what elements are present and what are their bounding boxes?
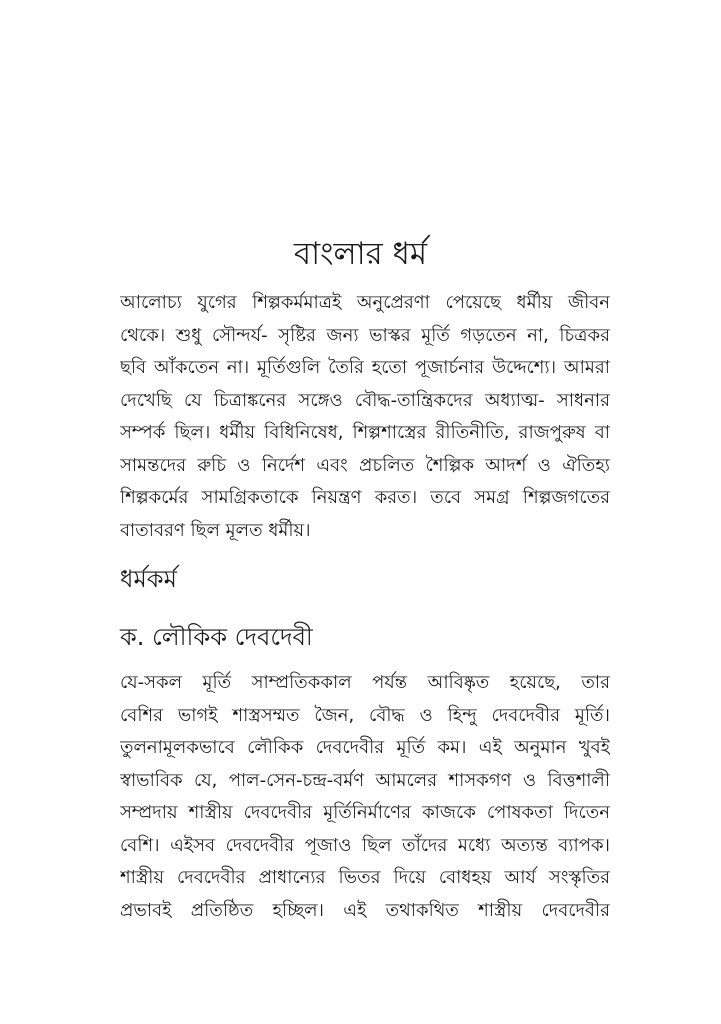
body-paragraph [120, 667, 610, 927]
paragraph-line: দেখেছি যে চিত্রাঙ্কনের সঙ্গেও বৌদ্ধ-তান্ত্রিকদের অধ্যাত্ম- সাধনার [120, 389, 610, 411]
paragraph-line: শাস্ত্রীয় দেবদেবীর প্রাধান্যের ভিতর দিয়ে বোধহয় আর্য সংস্কৃতির [120, 867, 610, 888]
section-heading: ধর্মকর্ম [120, 565, 177, 593]
paragraph-line: শিল্পকর্মের সামগ্রিকতাকে নিয়ন্ত্রণ করত। তবে সমগ্র শিল্পজগতের [120, 487, 610, 508]
intro-paragraph [120, 287, 610, 547]
paragraph-line: সম্পর্ক ছিল। ধর্মীয় বিধিনিষেধ, শিল্পশাস্ত্রের রীতিনীতি, রাজপুরুষ বা [120, 422, 610, 443]
paragraph-line: বেশির ভাগই শাস্ত্রসম্মত জৈন, বৌদ্ধ ও হিন্দু দেবদেবীর মূর্তি। [120, 704, 610, 726]
chapter-title: বাংলার ধর্ম [293, 236, 428, 272]
paragraph-line: তুলনামূলকভাবে লৌকিক দেবদেবীর মূর্তি কম। এই অনুমান খুবই [120, 737, 610, 758]
paragraph-line: থেকে। শুধু সৌন্দর্য- সৃষ্টির জন্য ভাস্কর মূর্তি গড়তেন না, চিত্রকর [120, 324, 610, 346]
paragraph-line: সম্প্রদায় শাস্ত্রীয় দেবদেবীর মূর্তিনির্মাণের কাজকে পোষকতা দিতেন [120, 802, 610, 823]
paragraph-line: প্রভাবই প্রতিষ্ঠিত হচ্ছিল। এই তথাকথিত শাস্ত্রীয় দেবদেবীর [120, 899, 610, 921]
paragraph-line: যে-সকল মূর্তি সাম্প্রতিককাল পর্যন্ত আবিষ্কৃত হয়েছে, তার [120, 672, 610, 693]
paragraph-line: আলোচ্য যুগের শিল্পকর্মমাত্রই অনুপ্রেরণা পেয়েছে ধর্মীয় জীবন [120, 292, 610, 313]
paragraph-line: ছবি আঁকতেন না। মূর্তিগুলি তৈরি হতো পূজার্চনার উদ্দেশ্যে। আমরা [120, 357, 610, 378]
paragraph-line: স্বাভাবিক যে, পাল-সেন-চন্দ্র-বর্মণ আমলের শাসকগণ ও বিত্তশালী [120, 769, 610, 791]
paragraph-line: সামন্তদের রুচি ও নির্দেশ এবং প্রচলিত শৈল্পিক আদর্শ ও ঐতিহ্য [120, 454, 610, 476]
paragraph-line: বেশি। এইসব দেবদেবীর পূজাও ছিল তাঁদের মধ্যে অত্যন্ত ব্যাপক। [120, 834, 610, 856]
subsection-heading: ক. লৌকিক দেবদেবী [120, 623, 313, 651]
paragraph-line: বাতাবরণ ছিল মূলত ধর্মীয়। [120, 519, 311, 541]
